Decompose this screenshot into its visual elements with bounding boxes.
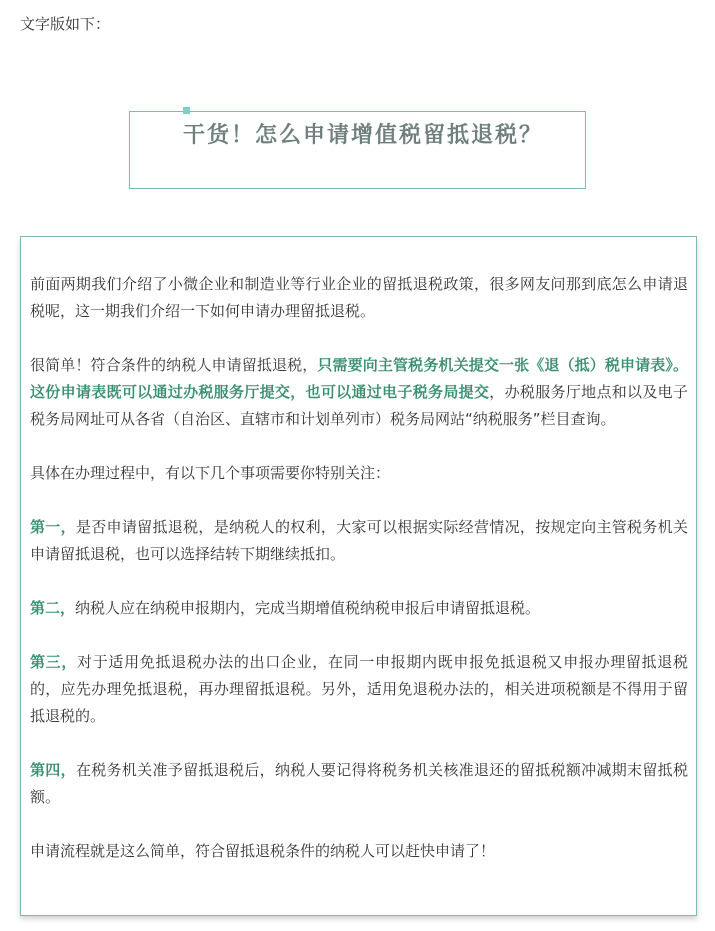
point-4-label: 第四， bbox=[30, 761, 76, 779]
paragraph-closing: 申请流程就是这么简单，符合留抵退税条件的纳税人可以赶快申请了！ bbox=[30, 842, 496, 860]
paragraph-attention: 具体在办理过程中，有以下几个事项需要你特别关注： bbox=[30, 464, 391, 482]
point-1-label: 第一， bbox=[30, 518, 76, 536]
point-2-label: 第二， bbox=[30, 599, 76, 617]
paragraph-intro: 前面两期我们介绍了小微企业和制造业等行业企业的留抵退税政策，很多网友问那到底怎么申请退税呢，这一期我们介绍一下如何申请办理留抵退税。 bbox=[30, 275, 688, 320]
point-3-text: 对于适用免抵退税办法的出口企业，在同一申报期内既申报免抵退税又申报办理留抵退税的，应先办理免抵退税，再办理留抵退税。另外，适用免退税办法的，相关进项税额是不得用于留抵退税的。 bbox=[30, 653, 688, 725]
paragraph-simple bbox=[30, 352, 688, 433]
paragraph-point-4 bbox=[30, 757, 688, 811]
point-4-text: 在税务机关准予留抵退税后，纳税人要记得将税务机关核准退还的留抵税额冲减期末留抵税额。 bbox=[30, 761, 688, 806]
title-decoration bbox=[183, 107, 190, 114]
paragraph-simple-highlight: 只需要向主管税务机关提交一张《退（抵）税申请表》。这份申请表既可以通过办税服务厅提交，也可以通过电子税务局提交 bbox=[30, 356, 688, 401]
paragraph-point-2 bbox=[30, 595, 688, 622]
paragraph-simple-tail: ，办税服务厅地点和以及电子税务局网址可从各省（自治区、直辖市和计划单列市）税务局网站“纳税服务”栏目查询。 bbox=[30, 383, 688, 428]
paragraph-point-3 bbox=[30, 649, 688, 730]
article-title: 干货！怎么申请增值税留抵退税？ bbox=[183, 123, 544, 148]
point-2-text: 纳税人应在纳税申报期内，完成当期增值税纳税申报后申请留抵退税。 bbox=[75, 599, 541, 617]
point-3-label: 第三， bbox=[30, 653, 78, 671]
point-1-text: 是否申请留抵退税，是纳税人的权利，大家可以根据实际经营情况，按规定向主管税务机关申请留抵退税，也可以选择结转下期继续抵扣。 bbox=[30, 518, 688, 563]
article-body bbox=[30, 271, 688, 892]
paragraph-simple-lead: 很简单！符合条件的纳税人申请留抵退税， bbox=[30, 356, 318, 374]
intro-text: 文字版如下： bbox=[20, 15, 111, 33]
paragraph-point-1 bbox=[30, 514, 688, 568]
